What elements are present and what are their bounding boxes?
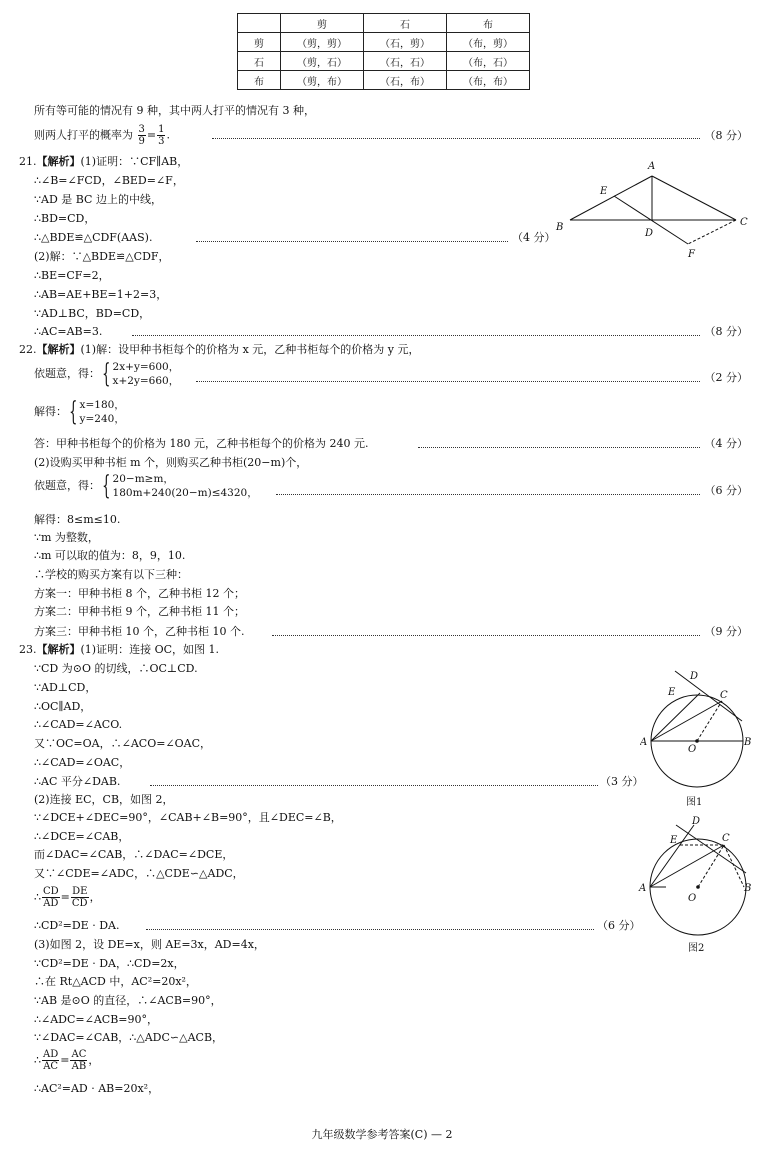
figure-2 [636,815,758,961]
denominator: AB [71,1061,87,1072]
q22-line: ∴m 可以取的值为：8，9，10. [34,549,186,562]
numerator: 1 [158,124,165,135]
q22-line: 答：甲种书柜每个的价格为 180 元，乙种书柜每个的价格为 240 元. [34,437,369,450]
denominator: AD [43,898,59,909]
center-dot [695,739,699,743]
segment-oc [697,701,722,741]
label-c: C [720,690,728,701]
q23-line: ∵AB 是⊙O 的直径，∴∠ACB=90°， [34,994,222,1007]
question-number: 21. [19,155,37,168]
q23-ratio1 [34,886,101,909]
solution-text: (1)证明：连接 OC，如图 1. [80,643,220,656]
table-cell: 石 [238,52,281,71]
score: （9 分） [704,625,748,638]
q23-line: 而∠DAC=∠CAB，∴∠DAC=∠DCE， [34,848,234,861]
table-row [238,71,530,90]
label-d: D [690,671,699,682]
table-row [238,33,530,52]
table-cell: （石，剪） [364,33,447,52]
center-dot [696,885,700,889]
q23-line: ∴∠CAD=∠OAC， [34,756,131,769]
q21-line: ∴∠B=∠FCD，∠BED=∠F， [34,174,184,187]
inequality: 180m+240(20−m)≤4320， [112,487,258,499]
segment-oc [698,845,724,887]
comma: ， [89,890,101,904]
leader-dots [132,335,700,336]
q22-system1 [34,360,179,388]
q23-line: 又∵OC=OA，∴∠ACO=∠OAC， [34,737,212,750]
segment-cf [688,220,736,244]
q22-solution [34,398,125,426]
q22-line1 [19,343,419,357]
label-d: D [645,228,654,239]
table-cell: （剪，布） [281,71,364,90]
segment-ac [652,176,736,220]
leader-dots [196,241,508,242]
q20-text: 则两人打平的概率为 [34,128,133,142]
equals: = [60,1053,70,1067]
score: （6 分） [597,919,641,932]
label-f: F [688,249,695,260]
analysis-tag: 【解析】 [36,343,81,356]
analysis-tag: 【解析】 [36,155,81,168]
q21-line: ∴BE=CF=2， [34,269,110,282]
numerator: AD [43,1049,59,1060]
leader-dots [276,494,700,495]
label-b: B [556,222,564,233]
figure-1 [640,665,758,811]
q23-line: ∴∠DCE=∠CAB， [34,830,130,843]
brace: { [69,397,78,427]
q20-line2 [34,124,170,147]
equation: y=240， [79,413,125,425]
table-cell: 剪 [281,14,364,33]
figure-caption: 图2 [688,943,705,954]
q23-line: ∵∠DAC=∠CAB，∴△ADC∽△ACB， [34,1031,224,1044]
equation-system [113,360,180,388]
q23-line: ∵CD²=DE · DA，∴CD=2x， [34,957,185,970]
denominator: 9 [138,136,145,147]
equals: = [60,890,70,904]
denominator: CD [71,898,88,909]
fraction [42,886,60,909]
table-cell: （布，剪） [447,33,530,52]
q22-line: 方案三：甲种书柜 10 个，乙种书柜 10 个. [34,625,245,638]
q23-line: (3)如图 2，设 DE=x，则 AE=3x，AD=4x， [34,938,265,951]
therefore: ∴ [34,1053,41,1067]
q22-line: ∵m 为整数， [34,531,99,544]
q22-line: ∴学校的购买方案有以下三种： [34,568,188,581]
q23-line: ∵AD⊥CD， [34,681,97,694]
q21-line1 [19,155,188,169]
equation-system [80,398,125,426]
q23-line: 又∵∠CDE=∠ADC，∴△CDE∽△ADC， [34,867,244,880]
score: （2 分） [704,371,748,384]
label-a: A [639,883,647,894]
inequality: 20−m≥m， [112,473,174,485]
score: （4 分） [512,231,556,244]
q23-line1 [19,643,219,657]
q21-line: ∵AD⊥BC，BD=CD， [34,307,151,320]
solution-text: 依题意，得： [34,479,100,492]
question-number: 23. [19,643,37,656]
numerator: 3 [138,124,145,135]
solution-text: (1)解：设甲种书柜每个的价格为 x 元，乙种书柜每个的价格为 y 元， [80,343,420,356]
numerator: AC [71,1049,87,1060]
q21-line: ∴△BDE≌△CDF(AAS). [34,231,153,244]
leader-dots [196,381,700,382]
numerator: DE [72,886,88,897]
label-o: O [688,893,697,904]
numerator: CD [43,886,59,897]
question-number: 22. [19,343,37,356]
table-cell: （石，布） [364,71,447,90]
q23-line: ∴在 Rt△ACD 中，AC²=20x²， [34,975,197,988]
q23-line: ∴CD²=DE · DA. [34,919,120,932]
fraction [138,124,146,147]
table-cell: （布，石） [447,52,530,71]
q23-line: ∴AC 平分∠DAB. [34,775,121,788]
label-b: B [744,737,752,748]
leader-dots [150,785,598,786]
table-cell [238,14,281,33]
label-e: E [600,186,608,197]
table-cell: 布 [447,14,530,33]
q21-figure [552,156,752,262]
q22-line: 方案二：甲种书柜 9 个，乙种书柜 11 个； [34,605,245,618]
score: （8 分） [704,129,748,142]
fraction [42,1049,59,1072]
q21-line: ∴AB=AE+BE=1+2=3， [34,288,168,301]
label-d: D [692,816,701,827]
score: （6 分） [704,484,748,497]
score: （8 分） [704,325,748,338]
q20-line1: 所有等可能的情况有 9 种，其中两人打平的情况有 3 种， [34,104,315,117]
label-b: B [744,883,752,894]
q23-line: ∴∠ADC=∠ACB=90°， [34,1013,158,1026]
q22-system2 [34,472,258,500]
period: . [166,128,170,142]
q22-line: 解得：8≤m≤10. [34,513,121,526]
segment-ac [651,701,722,741]
score: （4 分） [704,437,748,450]
solution-text: 解得： [34,405,67,418]
q22-line: (2)设购买甲种书柜 m 个，则购买乙种书柜(20−m)个， [34,456,308,469]
fraction [70,1049,87,1072]
table-cell: （剪，剪） [281,33,364,52]
label-a: A [640,737,648,748]
table-cell: （布，布） [447,71,530,90]
therefore: ∴ [34,890,41,904]
leader-dots [272,635,700,636]
q21-line: ∵AD 是 BC 边上的中线， [34,193,162,206]
q21-line: (2)解：∵△BDE≌△CDF， [34,250,170,263]
segment-ab [570,176,652,220]
leader-dots [146,929,594,930]
q23-line: (2)连接 EC，CB，如图 2， [34,793,174,806]
q23-line: ∴AC²=AD · AB=20x²， [34,1082,160,1095]
score: （3 分） [600,775,644,788]
q23-ratio2 [34,1049,99,1072]
equation: 2x+y=600， [112,361,180,373]
denominator: 3 [158,136,165,147]
label-a: A [648,161,656,172]
brace: { [102,359,111,389]
label-e: E [668,687,676,698]
leader-dots [418,447,700,448]
comma: ， [88,1053,100,1067]
label-e: E [670,835,678,846]
brace: { [102,471,111,501]
q23-line: ∴OC∥AD， [34,700,92,713]
solution-text: (1)证明：∵CF∥AB， [80,155,189,168]
table-row [238,52,530,71]
equation: x+2y=660， [112,375,180,387]
fraction [71,886,89,909]
table-cell: 布 [238,71,281,90]
label-c: C [740,217,748,228]
inequality-system [113,472,258,500]
figure-caption: 图1 [686,797,703,808]
outcome-table [237,13,530,90]
q21-line: ∴AC=AB=3. [34,325,103,338]
leader-dots [212,138,700,139]
denominator: AC [43,1061,59,1072]
page-footer: 九年级数学参考答案(C) — 2 [311,1128,453,1141]
solution-text: 依题意，得： [34,367,100,380]
table-cell: （石，石） [364,52,447,71]
equals: = [146,128,157,142]
segment-ac [650,845,724,887]
table-cell: （剪，石） [281,52,364,71]
table-header-row [238,14,530,33]
q23-line: ∴∠CAD=∠ACO. [34,718,123,731]
q23-line: ∵∠DCE+∠DEC=90°，∠CAB+∠B=90°，且∠DEC=∠B， [34,811,342,824]
analysis-tag: 【解析】 [36,643,81,656]
label-c: C [722,833,730,844]
tangent-line [675,671,742,721]
q21-line: ∴BD=CD， [34,212,96,225]
table-cell: 剪 [238,33,281,52]
equation: x=180， [79,399,125,411]
q23-line: ∵CD 为⊙O 的切线，∴OC⊥CD. [34,662,198,675]
q22-line: 方案一：甲种书柜 8 个，乙种书柜 12 个； [34,587,245,600]
fraction [157,124,165,147]
label-o: O [688,744,697,755]
table-cell: 石 [364,14,447,33]
